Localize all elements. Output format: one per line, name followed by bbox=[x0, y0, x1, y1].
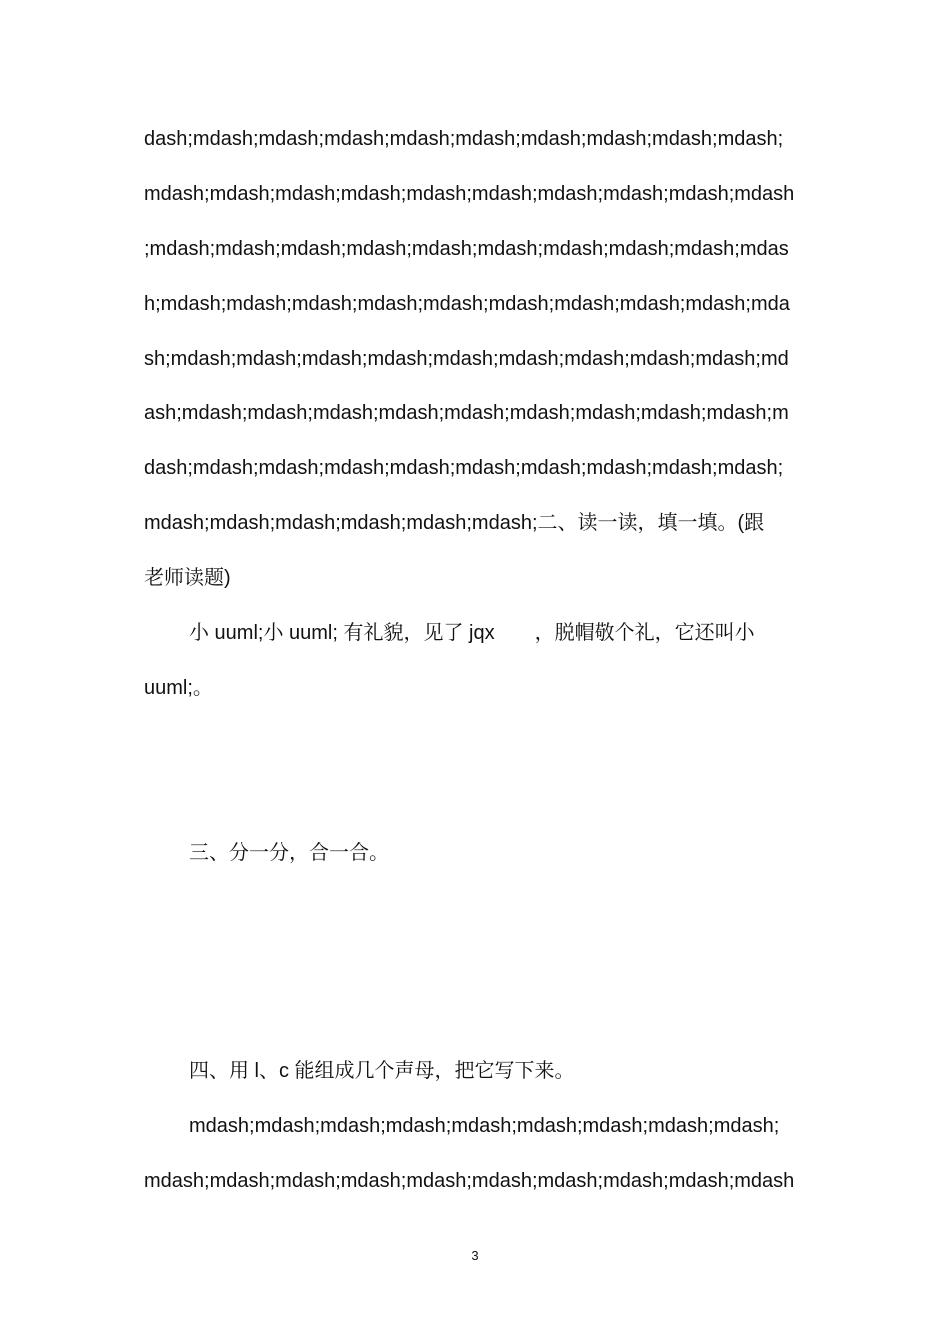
body-line: ;mdash;mdash;mdash;mdash;mdash;mdash;mdash;mdash;mdash;mdas bbox=[144, 238, 789, 260]
body-line: mdash;mdash;mdash;mdash;mdash;mdash;mdash;mdash;mdash;mdash bbox=[144, 1170, 795, 1192]
poem-line: uuml;。 bbox=[144, 677, 213, 699]
section-heading: 三、分一分，合一合。 bbox=[189, 842, 389, 864]
section-heading: 四、用 l、c 能组成几个声母，把它写下来。 bbox=[189, 1060, 575, 1082]
body-line: dash;mdash;mdash;mdash;mdash;mdash;mdash;mdash;mdash;mdash; bbox=[144, 128, 784, 150]
body-line: ash;mdash;mdash;mdash;mdash;mdash;mdash;mdash;mdash;mdash;m bbox=[144, 402, 789, 424]
body-line: sh;mdash;mdash;mdash;mdash;mdash;mdash;mdash;mdash;mdash;md bbox=[144, 348, 789, 370]
page-number: 3 bbox=[471, 1248, 479, 1263]
poem-line: 小 uuml;小 uuml; 有礼貌，见了 jqx ，脱帽敬个礼，它还叫小 bbox=[189, 622, 755, 644]
body-line: mdash;mdash;mdash;mdash;mdash;mdash;mdash;mdash;mdash; bbox=[189, 1115, 780, 1137]
body-line: h;mdash;mdash;mdash;mdash;mdash;mdash;mdash;mdash;mdash;mda bbox=[144, 293, 790, 315]
body-line: 老师读题) bbox=[144, 567, 231, 589]
body-line: mdash;mdash;mdash;mdash;mdash;mdash;二、读一读，填一填。(跟 bbox=[144, 512, 765, 534]
body-line: mdash;mdash;mdash;mdash;mdash;mdash;mdash;mdash;mdash;mdash bbox=[144, 183, 795, 205]
body-line: dash;mdash;mdash;mdash;mdash;mdash;mdash;mdash;mdash;mdash; bbox=[144, 457, 784, 479]
